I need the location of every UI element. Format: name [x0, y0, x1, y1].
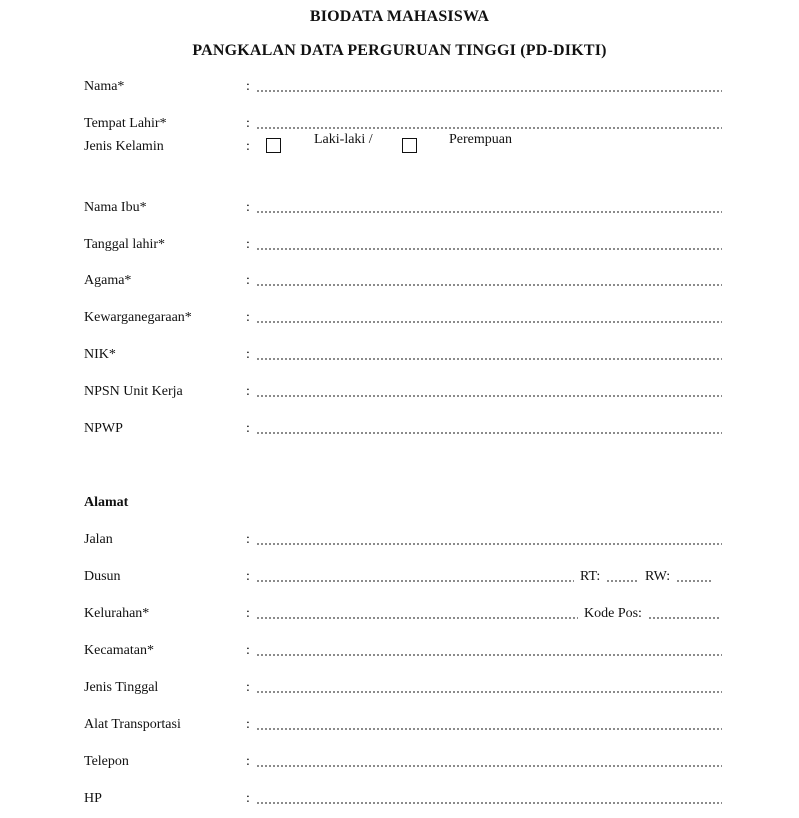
input-kode-pos[interactable]: [648, 616, 720, 620]
label-jenis-tinggal: Jenis Tinggal: [84, 680, 159, 695]
label-telepon: Telepon: [84, 754, 129, 769]
colon: :: [246, 791, 250, 806]
colon: :: [246, 273, 250, 288]
input-rw[interactable]: [676, 579, 712, 583]
field-row-telepon: [0, 754, 799, 774]
input-kecamatan[interactable]: [256, 653, 722, 657]
section-alamat: [0, 495, 799, 515]
input-jenis-tinggal[interactable]: [256, 690, 722, 694]
option-laki-laki-label: Laki-laki /: [314, 132, 373, 147]
colon: :: [246, 347, 250, 362]
label-nama-ibu: Nama Ibu*: [84, 200, 147, 215]
colon: :: [246, 754, 250, 769]
colon: :: [246, 569, 250, 584]
label-kelurahan: Kelurahan*: [84, 606, 150, 621]
label-kewarganegaraan: Kewarganegaraan*: [84, 310, 192, 325]
colon: :: [246, 310, 250, 325]
colon: :: [246, 421, 250, 436]
label-dusun: Dusun: [84, 569, 121, 584]
label-nama: Nama*: [84, 79, 125, 94]
colon: :: [246, 200, 250, 215]
input-nik[interactable]: [256, 357, 722, 361]
label-tanggal-lahir: Tanggal lahir*: [84, 237, 166, 252]
field-row-nama-ibu: [0, 200, 799, 220]
label-nik: NIK*: [84, 347, 116, 362]
colon: :: [246, 79, 250, 94]
label-agama: Agama*: [84, 273, 132, 288]
field-row-npsn: [0, 384, 799, 404]
input-npwp[interactable]: [256, 431, 722, 435]
colon: :: [246, 237, 250, 252]
field-row-agama: [0, 273, 799, 293]
input-hp[interactable]: [256, 801, 722, 805]
field-row-tanggal-lahir: [0, 237, 799, 257]
label-kecamatan: Kecamatan*: [84, 643, 154, 658]
colon: :: [246, 643, 250, 658]
field-row-hp: [0, 791, 799, 811]
label-rw: RW:: [645, 569, 671, 584]
input-agama[interactable]: [256, 283, 722, 287]
colon: :: [246, 532, 250, 547]
label-hp: HP: [84, 791, 102, 806]
form-subtitle: PANGKALAN DATA PERGURUAN TINGGI (PD-DIKTI): [192, 42, 607, 59]
colon: :: [246, 606, 250, 621]
input-jalan[interactable]: [256, 542, 722, 546]
field-row-nik: [0, 347, 799, 367]
colon: :: [246, 717, 250, 732]
input-dusun[interactable]: [256, 579, 574, 583]
input-npsn[interactable]: [256, 394, 722, 398]
field-row-kecamatan: [0, 643, 799, 663]
input-kewarganegaraan[interactable]: [256, 320, 722, 324]
field-row-jenis-kelamin: [0, 132, 799, 159]
checkbox-perempuan[interactable]: [402, 138, 417, 153]
form-title: BIODATA MAHASISWA: [309, 8, 490, 25]
label-jenis-kelamin: Jenis Kelamin: [84, 139, 164, 154]
input-alat-transportasi[interactable]: [256, 727, 722, 731]
input-tanggal-lahir[interactable]: [256, 247, 722, 251]
input-rt[interactable]: [606, 579, 638, 583]
input-tempat-lahir[interactable]: [256, 126, 722, 130]
field-row-dusun: [0, 569, 799, 589]
label-jalan: Jalan: [84, 532, 113, 547]
label-kode-pos: Kode Pos:: [584, 606, 642, 621]
colon: :: [246, 116, 250, 131]
field-row-kelurahan: [0, 606, 799, 626]
label-tempat-lahir: Tempat Lahir*: [84, 116, 167, 131]
checkbox-laki-laki[interactable]: [266, 138, 281, 153]
input-kelurahan[interactable]: [256, 616, 578, 620]
field-row-jenis-tinggal: [0, 680, 799, 700]
field-row-npwp: [0, 421, 799, 441]
label-npwp: NPWP: [84, 421, 123, 436]
field-row-tempat-lahir: [0, 116, 799, 136]
section-title-alamat: Alamat: [84, 495, 129, 510]
label-alat-transportasi: Alat Transportasi: [84, 717, 181, 732]
input-telepon[interactable]: [256, 764, 722, 768]
input-nama[interactable]: [256, 89, 722, 93]
field-row-alat-transportasi: [0, 717, 799, 737]
input-nama-ibu[interactable]: [256, 210, 722, 214]
field-row-jalan: [0, 532, 799, 552]
colon: :: [246, 139, 250, 154]
field-row-nama: [0, 79, 799, 99]
field-row-kewarganegaraan: [0, 310, 799, 330]
option-perempuan-label: Perempuan: [449, 132, 512, 147]
colon: :: [246, 680, 250, 695]
label-npsn: NPSN Unit Kerja: [84, 384, 183, 399]
label-rt: RT:: [580, 569, 601, 584]
colon: :: [246, 384, 250, 399]
